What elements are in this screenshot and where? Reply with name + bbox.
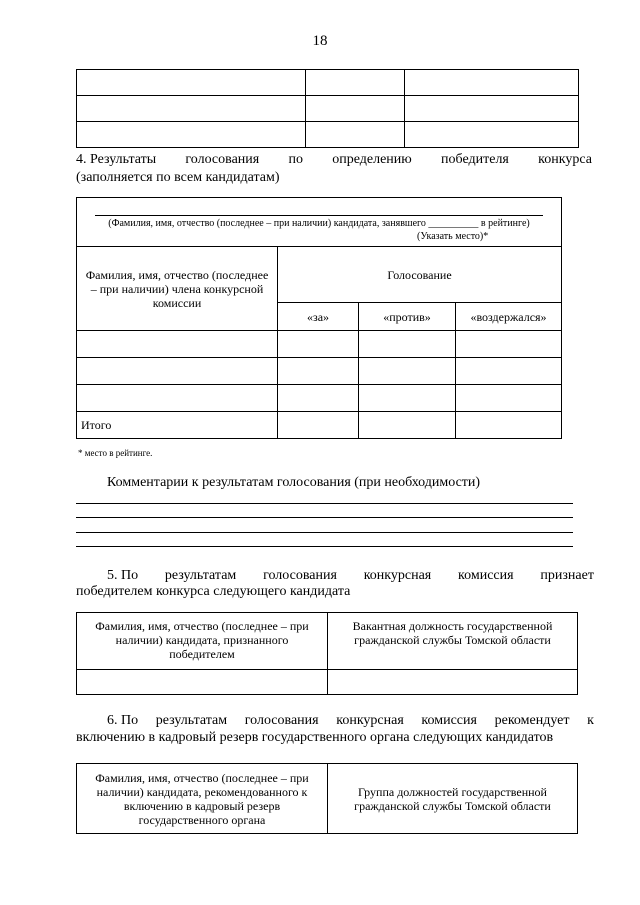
table-cell (77, 670, 328, 695)
table-cell (359, 412, 456, 439)
table-cell (278, 358, 359, 385)
heading-word: результатам (155, 713, 228, 728)
heading-word: голосования (263, 568, 337, 583)
heading-word: голосования (244, 713, 319, 728)
table-cell (77, 358, 278, 385)
heading-word: комиссия (421, 713, 477, 728)
heading-word: 5. По (107, 568, 139, 583)
table-cell (456, 385, 562, 412)
voting-table (76, 197, 562, 439)
heading-word: к (587, 713, 594, 728)
vote-abstain-header: «воздержался» (456, 303, 562, 331)
table-cell (77, 331, 278, 358)
table-cell (306, 70, 405, 96)
heading-word: определению (332, 152, 412, 167)
table-cell (77, 96, 306, 122)
table-cell (359, 385, 456, 412)
table-cell (456, 412, 562, 439)
page-number: 18 (312, 33, 328, 49)
heading-word: результатам (164, 568, 237, 583)
table-cell (359, 331, 456, 358)
comment-line (76, 503, 573, 504)
heading-word: конкурсная (336, 713, 404, 728)
heading-word: рекомендует (494, 713, 570, 728)
candidate-header-cell (77, 198, 562, 247)
reserve-candidate-header: Фамилия, имя, отчество (последнее – при наличии) кандидата, рекомендованного к включению в кадровый резерв государственного органа (77, 764, 328, 834)
heading-word: победителя (441, 152, 509, 167)
vacant-position-header: Вакантная должность государственной гражданской службы Томской области (328, 613, 578, 670)
heading-word: комиссия (458, 568, 514, 583)
heading-word: признает (540, 568, 594, 583)
section-6-heading-line2: включению в кадровый резерв государственного органа следующих кандидатов (76, 730, 554, 745)
member-name-header: Фамилия, имя, отчество (последнее – при наличии) члена конкурсной комиссии (77, 247, 278, 331)
comment-line (76, 517, 573, 518)
table-cell (328, 670, 578, 695)
position-group-header: Группа должностей государственной гражданской службы Томской области (328, 764, 578, 834)
table-cell (359, 358, 456, 385)
table-cell (278, 385, 359, 412)
total-label: Итого (77, 412, 278, 439)
table-cell (278, 331, 359, 358)
comments-label: Комментарии к результатам голосования (при необходимости) (107, 475, 481, 490)
reserve-table (76, 763, 578, 834)
heading-word: конкурсная (363, 568, 432, 583)
table-cell (456, 358, 562, 385)
table-cell (306, 96, 405, 122)
table-cell (306, 122, 405, 148)
voting-header: Голосование (278, 247, 562, 303)
heading-word: по (288, 152, 303, 167)
winner-name-header: Фамилия, имя, отчество (последнее – при наличии) кандидата, признанного победителем (77, 613, 328, 670)
heading-word: 4. Результаты (76, 152, 157, 167)
table-cell (77, 122, 306, 148)
footnote: * место в рейтинге. (78, 448, 153, 458)
table-cell (77, 70, 306, 96)
table-cell (405, 96, 579, 122)
winner-table (76, 612, 578, 695)
section-4-heading-line1 (76, 151, 592, 169)
table-cell (405, 122, 579, 148)
table-cell (405, 70, 579, 96)
table-cell (77, 385, 278, 412)
vote-for-header: «за» (278, 303, 359, 331)
place-hint: (Указать место)* (417, 231, 489, 242)
comment-line (76, 546, 573, 547)
table-cell (456, 331, 562, 358)
continued-table (76, 69, 579, 148)
table-cell (278, 412, 359, 439)
section-6-heading-line1 (107, 712, 594, 730)
heading-word: 6. По (107, 713, 139, 728)
candidate-caption: (Фамилия, имя, отчество (последнее – при наличии) кандидата, занявшего __________ в рейтинге) (108, 218, 530, 229)
section-4-heading-line2: (заполняется по всем кандидатам) (76, 170, 280, 185)
vote-against-header: «против» (359, 303, 456, 331)
comment-line (76, 532, 573, 533)
heading-word: конкурса (538, 152, 592, 167)
section-5-heading-line2: победителем конкурса следующего кандидата (76, 584, 351, 599)
heading-word: голосования (185, 152, 260, 167)
